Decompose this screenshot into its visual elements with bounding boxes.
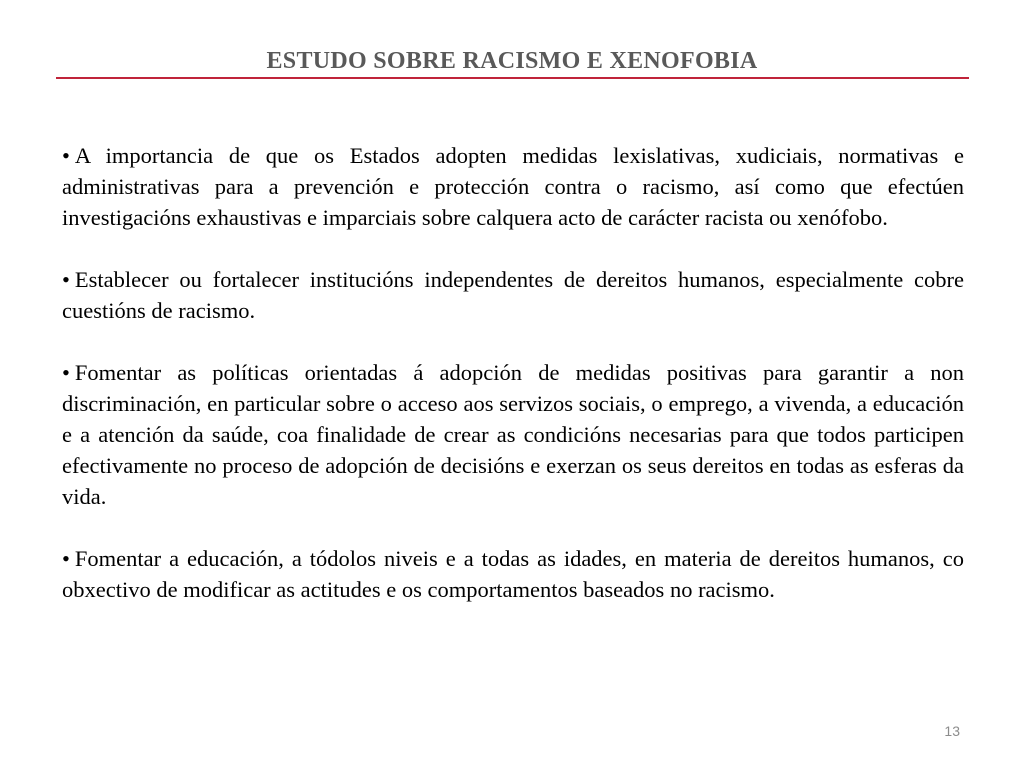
title-divider: [56, 77, 969, 79]
bullet-item-education: [62, 543, 964, 605]
bullet-item-positive-measures: [62, 357, 964, 512]
bullet-marker: •: [62, 143, 70, 168]
slide-body: [62, 140, 964, 636]
bullet-item-human-rights-institutions: [62, 264, 964, 326]
bullet-text: Fomentar as políticas orientadas á adopción de medidas positivas para garantir a non discriminación, en particular sobre o acceso aos servizos sociais, o emprego, a vivenda, a educación e a atención da saúde, coa finalidade de crear as condicións necesarias para que todos participen efectivamente no proceso de adopción de decisións e exerzan os seus dereitos en todas as esferas da vida.: [62, 360, 964, 509]
page-number: 13: [944, 723, 960, 739]
bullet-text: Establecer ou fortalecer institucións independentes de dereitos humanos, especialmente cobre cuestións de racismo.: [62, 267, 964, 323]
bullet-text: Fomentar a educación, a tódolos niveis e a todas as idades, en materia de dereitos humanos, co obxectivo de modificar as actitudes e os comportamentos baseados no racismo.: [62, 546, 964, 602]
bullet-text: A importancia de que os Estados adopten medidas lexislativas, xudiciais, normativas e administrativas para a prevención e protección contra o racismo, así como que efectúen investigacións exhaustivas e imparciais sobre calquera acto de carácter racista ou xenófobo.: [62, 143, 964, 230]
bullet-marker: •: [62, 546, 70, 571]
bullet-item-legislative-measures: [62, 140, 964, 233]
bullet-marker: •: [62, 360, 70, 385]
bullet-marker: •: [62, 267, 70, 292]
slide-title: ESTUDO SOBRE RACISMO E XENOFOBIA: [266, 48, 758, 74]
